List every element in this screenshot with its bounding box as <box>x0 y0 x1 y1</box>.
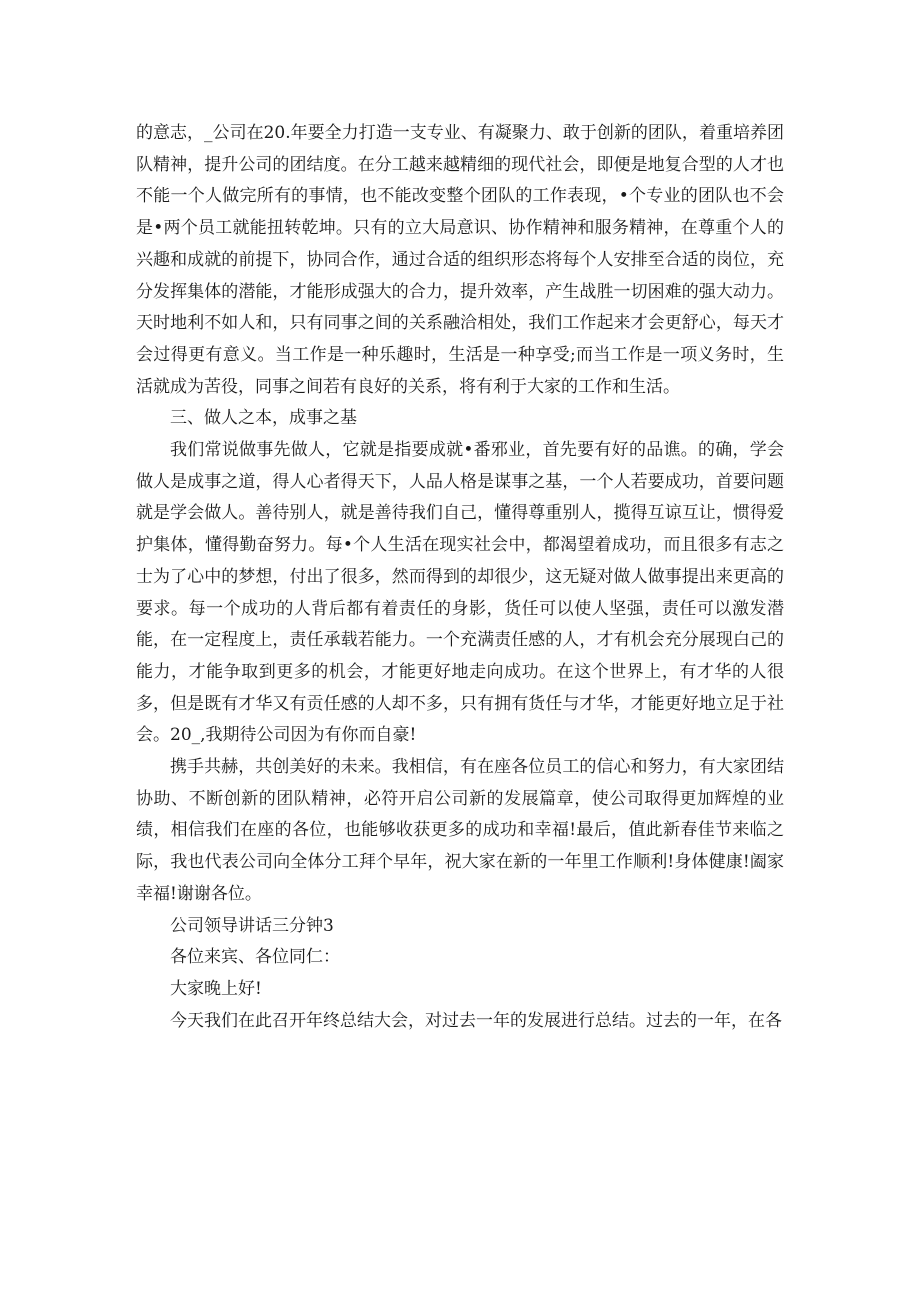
section-heading-3: 三、做人之本，成事之基 <box>170 408 357 429</box>
paragraph-opening: 今天我们在此召开年终总结大会，对过去一年的发展进行总结。过去的一年，在各 <box>170 1010 782 1031</box>
document-body <box>136 118 784 1037</box>
greeting: 大家晚上好! <box>170 978 262 999</box>
speech-title-3: 公司领导讲话三分钟3 <box>170 915 334 936</box>
salutation: 各位来宾、各位同仁： <box>170 947 340 968</box>
paragraph-closing: 携手共赫，共创美好的未来。我相信，有在座各位员工的信心和努力，有大家团结协助、不断创新的团队精神，必符开启公司新的发展篇章，使公司取得更加辉煌的业绩，相信我们在座的各位，也能够收获更多的成功和幸福!最后，值此新春佳节来临之际，我也代表公司向全体分工拜个早年，祝大家在新的一年里工作顺利!身体健康!阖家幸福!谢谢各位。 <box>136 757 784 904</box>
paragraph-be-a-person: 我们常说做事先做人，它就是指要成就•番邪业，首先要有好的品谯。的确，学会做人是成事之道，得人心者得天下，人品人格是谋事之基，一个人若要成功，首要问题就是学会做人。善待别人，就是善待我们自己，懂得尊重别人，揽得互谅互让，惯得爱护集体，懂得勤奋努力。每•个人生活在现实社会中，都渴望着成功，而且很多有志之士为了心中的梦想，付出了很多，然而得到的却很少，这无疑对做人做事提出来更高的要求。每一个成功的人背后都有着责任的身影，货任可以使人坚强，责任可以激发潜能，在一定程度上，责任承载若能力。一个充满责任感的人，才有机会充分展现白己的能力，才能争取到更多的机会，才能更好地走向成功。在这个世界上，有才华的人很多，但是既有才华又有贡任感的人却不多，只有拥有货任与才华，才能更好地立足于社会。20_,我期待公司因为有你而自豪! <box>136 440 784 746</box>
paragraph-team-spirit: 的意志，_公司在20.年要全力打造一支专业、有凝聚力、敢于创新的团队，着重培养团队精神，提升公司的团结度。在分工越来越精细的现代社会，即便是地复合型的人才也不能一个人做完所有的事情，也不能改变整个团队的工作表现，•个专业的团队也不会是•两个员工就能扭转乾坤。只有的立大局意识、协作精神和服务精神，在尊重个人的兴趣和成就的前提下，协同合作，通过合适的组织形态将每个人安排至合适的岗位，充分发挥集体的潜能，才能形成强大的合力，提升效率，产生战胜一切困难的强大动力。天时地利不如人和，只有同事之间的关系融洽相处，我们工作起来才会更舒心，每天才会过得更有意义。当工作是一种乐趣时，生活是一种享受;而当工作是一项义务时，生活就成为苦役，同事之间若有良好的关系，将有利于大家的工作和生活。 <box>136 123 784 397</box>
